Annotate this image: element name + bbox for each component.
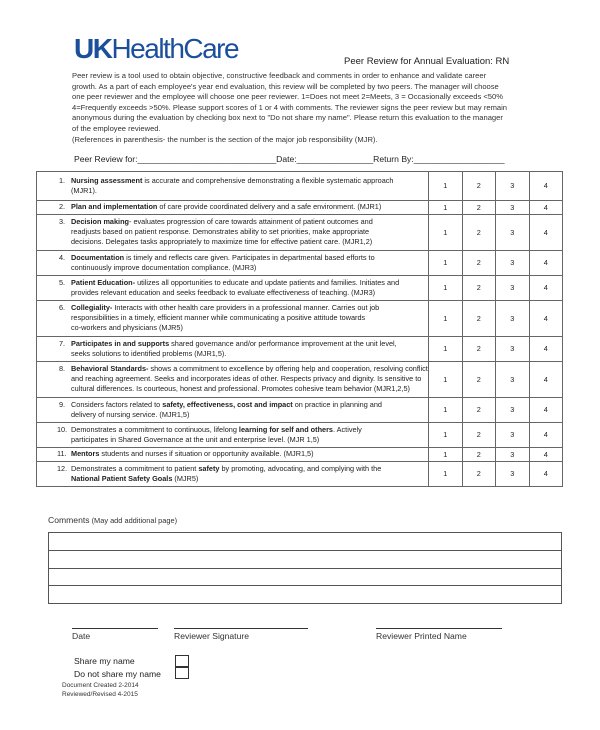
criteria-number: 9. (59, 399, 66, 409)
score-option-1[interactable]: 1 (429, 276, 463, 301)
criteria-text: Considers factors related to (71, 399, 163, 409)
criteria-row (37, 337, 563, 362)
criteria-line (41, 364, 428, 374)
comment-line[interactable] (49, 533, 562, 551)
criteria-line (41, 227, 424, 237)
score-option-1[interactable]: 1 (429, 201, 463, 215)
score-option-2[interactable]: 2 (462, 448, 496, 462)
score-option-1[interactable]: 1 (429, 462, 463, 487)
intro-line: of the employee reviewed. (72, 123, 161, 133)
score-option-2[interactable]: 2 (462, 276, 496, 301)
intro-line: Peer review is a tool used to obtain objective, constructive feedback and comments in order to enhance and validate career (72, 71, 487, 80)
score-option-4[interactable]: 4 (529, 448, 563, 462)
criteria-line (41, 449, 424, 459)
reviewer-printed-name-label: Reviewer Printed Name (376, 631, 467, 641)
criteria-row (37, 276, 563, 301)
criteria-text: participates in Shared Governance at the unit and enterprise level. (MJR 1,5) (71, 434, 320, 444)
criteria-bold-text: safety (198, 463, 220, 473)
score-option-2[interactable]: 2 (462, 423, 496, 448)
intro-line: 4=Frequently exceeds >50%. Please support scores of 1 or 4 with comments. The reviewer signs the peer review but may remain (72, 102, 508, 112)
score-option-3[interactable]: 3 (496, 251, 530, 276)
score-option-3[interactable]: 3 (496, 423, 530, 448)
criteria-description (37, 448, 429, 462)
criteria-line (41, 278, 424, 288)
criteria-row (37, 215, 563, 251)
criteria-row (37, 462, 563, 487)
criteria-table (36, 171, 563, 487)
criteria-text: students and nurses if situation or opportunity available. (MJR1,5) (99, 449, 314, 459)
criteria-line (41, 237, 424, 247)
logo-uk: UK (74, 33, 112, 64)
criteria-number: 12. (57, 463, 68, 473)
criteria-description (37, 201, 429, 215)
reviewer-printed-name-field[interactable] (376, 628, 502, 642)
score-option-4[interactable]: 4 (529, 362, 563, 398)
criteria-row (37, 251, 563, 276)
criteria-number: 10. (57, 424, 68, 434)
score-option-2[interactable]: 2 (462, 215, 496, 251)
criteria-text: decisions. Delegates tasks appropriately to maximize time for effective patient care. (MJR1,2) (71, 236, 373, 246)
criteria-description (37, 301, 429, 337)
score-option-4[interactable]: 4 (529, 172, 563, 201)
score-option-3[interactable]: 3 (496, 276, 530, 301)
criteria-text: (MJR5) (172, 473, 199, 483)
criteria-line (41, 464, 424, 474)
score-option-2[interactable]: 2 (462, 337, 496, 362)
do-not-share-checkbox[interactable] (175, 667, 189, 679)
score-option-1[interactable]: 1 (429, 423, 463, 448)
logo-healthcare: HealthCare (111, 33, 239, 64)
criteria-line (41, 425, 424, 435)
score-option-3[interactable]: 3 (496, 448, 530, 462)
criteria-line (41, 303, 424, 313)
criteria-text: Interacts with other health care providers in a professional manner. Carries out job (112, 303, 380, 313)
criteria-line (41, 374, 424, 384)
criteria-line (41, 202, 424, 212)
score-option-4[interactable]: 4 (529, 337, 563, 362)
score-option-2[interactable]: 2 (462, 251, 496, 276)
criteria-text: - evaluates progression of care towards attainment of patient outcomes and (129, 217, 373, 227)
score-option-4[interactable]: 4 (529, 423, 563, 448)
criteria-number: 8. (59, 364, 66, 374)
criteria-row (37, 301, 563, 337)
criteria-text: by promoting, advocating, and complying with the (219, 463, 382, 473)
criteria-text: on practice in planning and (292, 399, 382, 409)
criteria-text: continuously improve documentation compliance. (MJR3) (71, 262, 257, 272)
criteria-row (37, 448, 563, 462)
intro-line: growth. As a part of each employee's year end evaluation, this review will be completed by two peers. The manager will choose (72, 81, 499, 91)
criteria-text: and reaching agreement. Seeks and incorporates ideas of other. Respects privacy and dignity. Is sensitive to (71, 374, 422, 384)
criteria-text: utilizes all opportunities to educate and update patients and families. Initiates and (135, 277, 400, 287)
criteria-bold-text: Decision making (71, 217, 129, 227)
share-my-name-label: Share my name (74, 656, 135, 666)
score-option-4[interactable]: 4 (529, 276, 563, 301)
criteria-row (37, 362, 563, 398)
score-option-3[interactable]: 3 (496, 462, 530, 487)
criteria-text: . Actively (333, 424, 362, 434)
criteria-text: responsibilities in a timely, efficient manner while communicating a positive attitude towards (71, 313, 366, 323)
criteria-bold-text: learning for self and others (238, 424, 333, 434)
criteria-number: 11. (57, 449, 67, 459)
score-option-1[interactable]: 1 (429, 362, 463, 398)
score-option-1[interactable]: 1 (429, 448, 463, 462)
criteria-description (37, 423, 429, 448)
criteria-text: Demonstrates a commitment to patient (71, 463, 199, 473)
document-title: Peer Review for Annual Evaluation: RN (344, 56, 510, 67)
comments-label (48, 515, 177, 525)
score-option-3[interactable]: 3 (496, 301, 530, 337)
criteria-bold-text: Collegiality- (71, 303, 113, 313)
score-option-2[interactable]: 2 (462, 301, 496, 337)
criteria-text: provides relevant education and seeks feedback to evaluate effectiveness of teaching. (MJR3) (71, 287, 376, 297)
date-signature-field[interactable] (72, 628, 158, 642)
criteria-line (41, 384, 424, 394)
comments-hint: (May add additional page) (89, 516, 178, 525)
criteria-text: shared governance and/or performance improvement at the unit level, (169, 338, 397, 348)
criteria-line (41, 435, 424, 445)
comment-line[interactable] (49, 568, 562, 586)
score-option-2[interactable]: 2 (462, 172, 496, 201)
criteria-text: shows a commitment to excellence by offering help and cooperation, resolving conflict (148, 364, 428, 374)
do-not-share-label: Do not share my name (74, 669, 161, 679)
criteria-text: readjusts based on patient response. Demonstrates ability to set priorities, make appropriate (71, 227, 370, 237)
score-option-2[interactable]: 2 (462, 462, 496, 487)
criteria-number: 3. (59, 217, 66, 227)
criteria-description (37, 276, 429, 301)
criteria-row (37, 172, 563, 201)
intro-paragraph (72, 71, 512, 145)
criteria-line (41, 217, 424, 227)
criteria-row (37, 398, 563, 423)
criteria-description (37, 337, 429, 362)
criteria-bold-text: Plan and implementation (71, 202, 158, 212)
criteria-bold-text: Patient Education- (71, 277, 136, 287)
score-option-3[interactable]: 3 (496, 362, 530, 398)
criteria-number: 1. (59, 175, 66, 185)
criteria-text: co-workers and physicians (MJR5) (71, 322, 183, 332)
criteria-description (37, 251, 429, 276)
score-option-3[interactable]: 3 (496, 172, 530, 201)
criteria-number: 4. (59, 252, 66, 262)
criteria-bold-text: Behavioral Standards- (71, 364, 149, 374)
peer-review-for-line[interactable]: Peer Review for:_____________________________Date:________________Return By:___________________ (74, 154, 505, 164)
criteria-body (37, 172, 563, 487)
criteria-description (37, 215, 429, 251)
criteria-bold-text: Documentation (71, 252, 125, 262)
criteria-description (37, 462, 429, 487)
score-option-1[interactable]: 1 (429, 337, 463, 362)
criteria-line (41, 349, 424, 359)
criteria-line (41, 313, 424, 323)
intro-line: (References in parenthesis- the number is the section of the major job responsibility (MJR). (72, 134, 378, 144)
criteria-bold-text: safety, effectiveness, cost and impact (162, 399, 293, 409)
score-option-4[interactable]: 4 (529, 398, 563, 423)
criteria-text: (MJR1). (71, 185, 97, 195)
criteria-text: of care provide coordinated delivery and a safe environment. (MJR1) (157, 202, 382, 212)
criteria-text: is accurate and comprehensive demonstrating a flexible systematic approach (142, 175, 394, 185)
share-my-name-checkbox[interactable] (175, 655, 189, 667)
criteria-line (41, 323, 424, 333)
criteria-line (41, 176, 424, 186)
uk-healthcare-logo (74, 34, 238, 64)
intro-line: anonymous during the evaluation by checking box next to "Do not share my name". Please return this evaluation to the manager (72, 113, 503, 123)
score-option-3[interactable]: 3 (496, 398, 530, 423)
date-label: Date (72, 631, 91, 641)
score-option-2[interactable]: 2 (462, 398, 496, 423)
comment-line[interactable] (49, 550, 562, 568)
score-option-1[interactable]: 1 (429, 172, 463, 201)
criteria-text: seeks solutions to identified problems (MJR1,5). (71, 348, 227, 358)
score-option-1[interactable]: 1 (429, 398, 463, 423)
intro-line: one peer reviewer and the employee will choose one peer reviewer. 1=Does not meet 2=Meets, 3 = Occasionally exceeds <50% (72, 92, 503, 102)
score-option-1[interactable]: 1 (429, 215, 463, 251)
criteria-line (41, 410, 424, 420)
comment-line[interactable] (49, 586, 562, 604)
criteria-line (41, 253, 424, 263)
criteria-number: 2. (59, 202, 66, 212)
criteria-line (41, 263, 424, 273)
criteria-line (41, 186, 424, 196)
comments-title: Comments (48, 515, 90, 525)
score-option-3[interactable]: 3 (496, 215, 530, 251)
score-option-1[interactable]: 1 (429, 301, 463, 337)
criteria-bold-text: Mentors (71, 449, 100, 459)
reviewer-signature-field[interactable] (174, 628, 308, 642)
criteria-number: 5. (59, 277, 66, 287)
score-option-4[interactable]: 4 (529, 301, 563, 337)
document-created: Document Created 2-2014 (62, 682, 139, 689)
criteria-line (41, 400, 424, 410)
criteria-row (37, 201, 563, 215)
score-option-3[interactable]: 3 (496, 201, 530, 215)
score-option-4[interactable]: 4 (529, 201, 563, 215)
criteria-description (37, 362, 429, 398)
criteria-description (37, 172, 429, 201)
score-option-4[interactable]: 4 (529, 251, 563, 276)
criteria-line (41, 474, 424, 484)
criteria-bold-text: Nursing assessment (71, 175, 143, 185)
score-option-3[interactable]: 3 (496, 337, 530, 362)
criteria-line (41, 339, 424, 349)
criteria-text: delivery of nursing service. (MJR1,5) (71, 409, 190, 419)
criteria-description (37, 398, 429, 423)
criteria-row (37, 423, 563, 448)
reviewer-signature-label: Reviewer Signature (174, 631, 249, 641)
comments-box[interactable] (48, 532, 562, 604)
criteria-text: Demonstrates a commitment to continuous, lifelong (71, 424, 239, 434)
criteria-bold-text: National Patient Safety Goals (71, 473, 173, 483)
criteria-text: is timely and reflects care given. Participates in departmental based efforts to (124, 252, 375, 262)
score-option-2[interactable]: 2 (462, 201, 496, 215)
document-revised: Reviewed/Revised 4-2015 (62, 691, 138, 698)
criteria-number: 7. (59, 338, 66, 348)
score-option-4[interactable]: 4 (529, 215, 563, 251)
criteria-bold-text: Participates in and supports (71, 338, 170, 348)
score-option-2[interactable]: 2 (462, 362, 496, 398)
criteria-number: 6. (59, 303, 66, 313)
score-option-4[interactable]: 4 (529, 462, 563, 487)
criteria-text: cultural differences. Is courteous, honest and professional. Promotes cohesive team behavior (MJR1,2,5) (71, 383, 410, 393)
criteria-line (41, 288, 424, 298)
score-option-1[interactable]: 1 (429, 251, 463, 276)
